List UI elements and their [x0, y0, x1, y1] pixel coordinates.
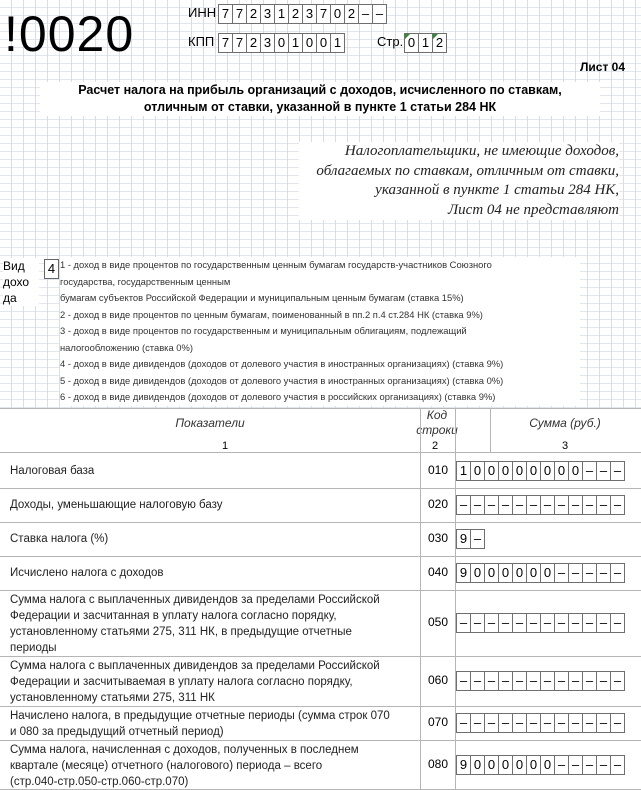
page-number-field[interactable]	[404, 33, 446, 53]
option-line: 3 - доход в виде процентов по государственным и муниципальным облигациям, подлежащий	[60, 325, 467, 336]
char-cell[interactable]: 0	[274, 33, 289, 53]
char-cell[interactable]: 0	[404, 33, 419, 53]
digit-cell[interactable]: 9	[456, 529, 471, 549]
digit-cell[interactable]: –	[596, 495, 611, 515]
page-label: Стр.	[377, 34, 404, 49]
digit-cell[interactable]: 0	[498, 755, 513, 775]
form-barcode: !0020	[4, 6, 135, 62]
row-divider	[0, 556, 641, 557]
indicator-name	[10, 708, 410, 740]
row-divider	[0, 656, 641, 657]
row-code: 070	[427, 715, 449, 729]
row-divider	[0, 590, 641, 591]
digit-cell[interactable]: 9	[456, 563, 471, 583]
sum-field[interactable]	[456, 461, 624, 481]
digit-cell[interactable]: –	[596, 613, 611, 633]
digit-cell[interactable]: –	[582, 613, 597, 633]
indicator-name-line: Начислено налога, в предыдущие отчетные периоды (сумма строк 070	[10, 710, 390, 722]
indicator-name-line: периоды	[10, 642, 57, 654]
digit-cell[interactable]: –	[540, 671, 555, 691]
digit-cell[interactable]: –	[596, 563, 611, 583]
char-cell[interactable]: 0	[302, 33, 317, 53]
label-line: дохо	[3, 275, 30, 289]
income-type-label	[3, 258, 39, 306]
digit-cell[interactable]: –	[610, 613, 625, 633]
indicator-name-line: установленному статьями 275, 311 НК	[10, 692, 215, 704]
char-cell[interactable]: 1	[288, 33, 303, 53]
sum-field[interactable]	[456, 529, 484, 549]
row-code: 060	[427, 673, 449, 687]
digit-cell[interactable]: 9	[456, 755, 471, 775]
title-line: отличным от ставки, указанной в пункте 1 статьи 284 НК	[143, 100, 497, 114]
column-divider	[490, 408, 491, 452]
inn-field[interactable]	[218, 4, 386, 24]
digit-cell[interactable]: –	[596, 671, 611, 691]
char-cell[interactable]: 1	[418, 33, 433, 53]
row-code: 050	[427, 615, 449, 629]
digit-cell[interactable]: –	[456, 613, 471, 633]
digit-cell[interactable]: –	[484, 613, 499, 633]
indicator-name-line: установленному статьями 275, 311 НК, в предыдущие отчетные	[10, 626, 352, 638]
char-cell[interactable]: 3	[260, 33, 275, 53]
code-header-line: строки	[416, 423, 458, 437]
char-cell[interactable]: 1	[330, 33, 345, 53]
digit-cell[interactable]: –	[512, 613, 527, 633]
column-header-sum: Сумма (руб.)	[529, 416, 601, 430]
title-line: Расчет налога на прибыль организаций с доходов, исчисленного по ставкам,	[78, 83, 562, 97]
digit-cell[interactable]: –	[610, 563, 625, 583]
digit-cell[interactable]: –	[554, 755, 569, 775]
digit-cell[interactable]: 0	[470, 755, 485, 775]
digit-cell[interactable]: –	[526, 613, 541, 633]
digit-cell[interactable]: –	[498, 671, 513, 691]
char-cell[interactable]: 2	[246, 33, 261, 53]
digit-cell[interactable]: –	[554, 671, 569, 691]
digit-cell[interactable]: –	[610, 755, 625, 775]
column-divider	[420, 408, 421, 789]
digit-cell[interactable]: 0	[484, 755, 499, 775]
digit-cell[interactable]: –	[498, 713, 513, 733]
digit-cell[interactable]: –	[512, 495, 527, 515]
indicator-name-line: и 080 за предыдущий отчетный период)	[10, 726, 224, 738]
row-divider	[0, 408, 641, 409]
label-line: да	[3, 291, 17, 305]
digit-cell[interactable]: –	[568, 671, 583, 691]
indicator-name	[10, 742, 410, 790]
form-title	[40, 82, 600, 116]
column-number-1: 1	[221, 440, 229, 452]
digit-cell[interactable]: 0	[540, 461, 555, 481]
sum-field[interactable]	[456, 495, 624, 515]
char-cell[interactable]: 2	[344, 4, 359, 24]
char-cell[interactable]: 2	[288, 4, 303, 24]
digit-cell[interactable]: 0	[512, 563, 527, 583]
char-cell[interactable]: 7	[218, 33, 233, 53]
digit-cell[interactable]: –	[484, 713, 499, 733]
row-divider	[0, 706, 641, 707]
digit-cell[interactable]: 0	[512, 461, 527, 481]
option-line: 2 - доход в виде процентов по ценным бумагам, поименованный в пп.2 п.4 ст.284 НК (ставка 9%)	[60, 308, 483, 320]
sum-field[interactable]	[456, 671, 624, 691]
char-cell[interactable]: 7	[232, 4, 247, 24]
indicator-name-line: Сумма налога с выплаченных дивидендов за пределами Российской	[10, 594, 380, 606]
indicator-name	[10, 463, 410, 479]
digit-cell[interactable]: 0	[512, 755, 527, 775]
digit-cell[interactable]: –	[526, 495, 541, 515]
row-code: 020	[427, 497, 449, 511]
inn-label: ИНН	[188, 5, 217, 20]
row-divider	[0, 452, 641, 453]
kpp-field[interactable]	[218, 33, 344, 53]
indicator-name	[10, 531, 410, 547]
label-line: Вид	[3, 259, 25, 273]
digit-cell[interactable]: –	[456, 713, 471, 733]
digit-cell[interactable]: 0	[540, 755, 555, 775]
digit-cell[interactable]: 0	[498, 563, 513, 583]
digit-cell[interactable]: –	[470, 671, 485, 691]
digit-cell[interactable]: 0	[568, 461, 583, 481]
sum-field[interactable]	[456, 613, 624, 633]
indicator-name-line: Налоговая база	[10, 464, 95, 477]
digit-cell[interactable]: 0	[498, 461, 513, 481]
digit-cell[interactable]: –	[568, 613, 583, 633]
char-cell[interactable]: 1	[274, 4, 289, 24]
digit-cell[interactable]: –	[596, 713, 611, 733]
digit-cell[interactable]: 0	[526, 461, 541, 481]
row-code: 030	[427, 531, 449, 545]
code-header-line: Код	[426, 408, 448, 422]
digit-cell[interactable]: –	[498, 495, 513, 515]
indicator-name-line: Сумма налога, начисленная с доходов, полученных в последнем	[10, 744, 359, 756]
column-number-2: 2	[431, 440, 439, 452]
digit-cell[interactable]: 0	[554, 461, 569, 481]
row-divider	[0, 488, 641, 489]
char-cell[interactable]: 2	[246, 4, 261, 24]
digit-cell[interactable]: 0	[484, 563, 499, 583]
row-code: 080	[427, 756, 449, 771]
digit-cell[interactable]: –	[470, 613, 485, 633]
digit-cell[interactable]: –	[568, 495, 583, 515]
digit-cell[interactable]: –	[568, 563, 583, 583]
digit-cell[interactable]: –	[554, 563, 569, 583]
digit-cell[interactable]: –	[610, 713, 625, 733]
digit-cell[interactable]: –	[512, 671, 527, 691]
digit-cell[interactable]: 0	[470, 461, 485, 481]
digit-cell[interactable]: –	[582, 713, 597, 733]
indicator-name-line: Федерации и засчитываемая в уплату налога согласно порядку,	[10, 676, 353, 688]
digit-cell[interactable]: –	[596, 461, 611, 481]
digit-cell[interactable]: –	[498, 613, 513, 633]
indicator-name	[10, 497, 410, 513]
digit-cell[interactable]: 0	[526, 755, 541, 775]
indicator-name	[10, 565, 410, 581]
digit-cell[interactable]: –	[554, 613, 569, 633]
digit-cell[interactable]: –	[582, 461, 597, 481]
digit-cell[interactable]: 0	[526, 563, 541, 583]
digit-cell[interactable]: –	[470, 713, 485, 733]
digit-cell[interactable]: –	[484, 671, 499, 691]
digit-cell[interactable]: –	[470, 529, 485, 549]
digit-cell[interactable]: –	[554, 713, 569, 733]
digit-cell[interactable]: –	[540, 613, 555, 633]
option-line: государства, государственным ценным	[60, 275, 231, 287]
indicator-name	[10, 658, 410, 706]
note-line: Налогоплательщики, не имеющие доходов,	[344, 143, 619, 159]
note-line: Лист 04 не представляют	[448, 201, 619, 218]
indicator-name-line: Ставка налога (%)	[10, 533, 109, 545]
digit-cell[interactable]: –	[582, 563, 597, 583]
income-type-options	[60, 257, 580, 406]
digit-cell[interactable]: –	[526, 671, 541, 691]
option-line: 5 - доход в виде дивидендов (доходов от долевого участия в иностранных организациях) (ставка 0%)	[60, 374, 504, 386]
indicator-name-line: Доходы, уменьшающие налоговую базу	[10, 499, 223, 511]
indicator-name-line: квартале (месяце) отчетного (налогового) периода – всего	[10, 760, 323, 772]
row-code: 040	[427, 565, 449, 579]
digit-cell[interactable]: –	[610, 671, 625, 691]
row-divider	[0, 522, 641, 523]
digit-cell[interactable]: 1	[456, 461, 471, 481]
sum-field[interactable]	[456, 713, 624, 733]
digit-cell[interactable]: –	[582, 671, 597, 691]
char-cell[interactable]: 0	[330, 4, 345, 24]
income-type-code-field[interactable]: 4	[44, 259, 59, 279]
option-line: налогообложению (ставка 0%)	[60, 341, 193, 353]
digit-cell[interactable]: –	[470, 495, 485, 515]
column-number-3: 3	[561, 440, 569, 452]
sheet-number: Лист 04	[579, 60, 625, 74]
digit-cell[interactable]: –	[582, 755, 597, 775]
digit-cell[interactable]: –	[484, 495, 499, 515]
digit-cell[interactable]: 0	[484, 461, 499, 481]
digit-cell[interactable]: –	[568, 713, 583, 733]
digit-cell[interactable]: –	[526, 713, 541, 733]
note-line: указанной в пункте 1 статьи 284 НК,	[375, 182, 619, 198]
note-line: облагаемых по ставкам, отличным от ставки,	[316, 162, 619, 179]
column-divider	[455, 408, 456, 789]
option-line: 1 - доход в виде процентов по государственным ценным бумагам государств-участников Союзного	[60, 259, 492, 270]
digit-cell[interactable]: 0	[540, 563, 555, 583]
indicator-name-line: Сумма налога с выплаченных дивидендов за пределами Российской	[10, 660, 380, 672]
digit-cell[interactable]: –	[554, 495, 569, 515]
char-cell[interactable]: 3	[302, 4, 317, 24]
column-header-indicators: Показатели	[175, 416, 245, 430]
tax-table	[0, 408, 641, 789]
char-cell[interactable]: 3	[260, 4, 275, 24]
digit-cell[interactable]: –	[456, 671, 471, 691]
char-cell[interactable]: 7	[232, 33, 247, 53]
char-cell[interactable]: 7	[218, 4, 233, 24]
sum-field[interactable]	[456, 755, 624, 775]
digit-cell[interactable]: –	[540, 713, 555, 733]
digit-cell[interactable]: –	[456, 495, 471, 515]
digit-cell[interactable]: –	[582, 495, 597, 515]
digit-cell[interactable]: –	[512, 713, 527, 733]
row-divider	[0, 740, 641, 741]
char-cell[interactable]: –	[372, 4, 387, 24]
digit-cell[interactable]: –	[596, 755, 611, 775]
char-cell[interactable]: 0	[316, 33, 331, 53]
indicator-name-line: (стр.040-стр.050-стр.060-стр.070)	[10, 776, 189, 788]
digit-cell[interactable]: –	[540, 495, 555, 515]
option-line: бумагам субъектов Российской Федерации и муниципальным ценным бумагам (ставка 15%)	[60, 292, 464, 303]
row-code: 010	[427, 462, 449, 477]
indicator-name	[10, 592, 410, 656]
digit-cell[interactable]: –	[610, 461, 625, 481]
filing-note	[299, 142, 619, 220]
option-line: 6 - доход в виде дивидендов (доходов от долевого участия в российских организациях) (ставка 9%)	[60, 391, 496, 402]
digit-cell[interactable]: –	[568, 755, 583, 775]
char-cell[interactable]: –	[358, 4, 373, 24]
kpp-label: КПП	[188, 34, 215, 49]
indicator-name-line: Исчислено налога с доходов	[10, 567, 164, 579]
char-cell[interactable]: 7	[316, 4, 331, 24]
indicator-name-line: Федерации и засчитанная в уплату налога согласно порядку,	[10, 610, 337, 622]
digit-cell[interactable]: –	[610, 495, 625, 515]
option-line: 4 - доход в виде дивидендов (доходов от долевого участия в иностранных организациях) (ставка 9%)	[60, 358, 504, 369]
char-cell[interactable]: 2	[432, 33, 447, 53]
digit-cell[interactable]: 0	[470, 563, 485, 583]
sum-field[interactable]	[456, 563, 624, 583]
